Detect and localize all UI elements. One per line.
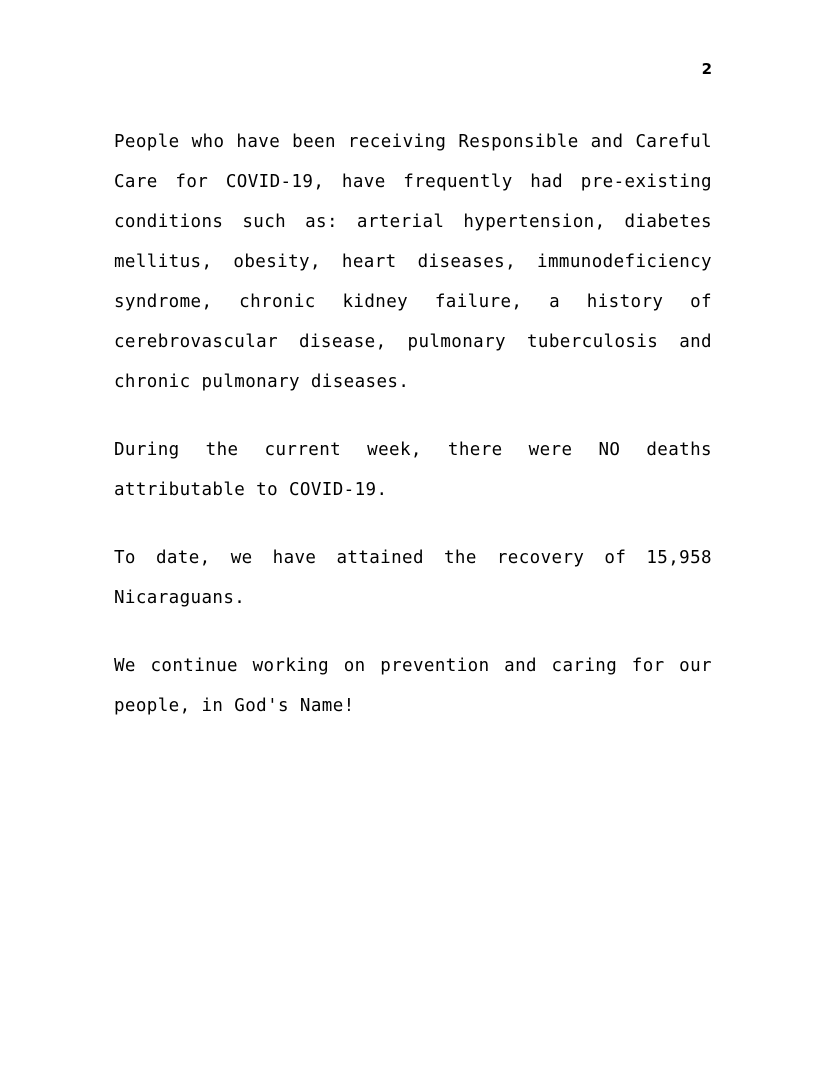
paragraph-1: People who have been receiving Responsible and Careful Care for COVID-19, have frequently had pre-existing conditions such as: arterial hypertension, diabetes mellitus, obesity, heart diseases, immunodeficiency syndrome, chronic kidney failure, a history of cerebrovascular disease, pulmonary tuberculosis and chronic pulmonary diseases. xyxy=(114,132,712,392)
paragraph-2: During the current week, there were NO deaths attributable to COVID-19. xyxy=(114,440,712,500)
paragraph-4: We continue working on prevention and caring for our people, in God's Name! xyxy=(114,656,712,716)
page-number: 2 xyxy=(701,60,712,78)
paragraph-3: To date, we have attained the recovery of 15,958 Nicaraguans. xyxy=(114,548,712,608)
document-body xyxy=(114,122,712,726)
